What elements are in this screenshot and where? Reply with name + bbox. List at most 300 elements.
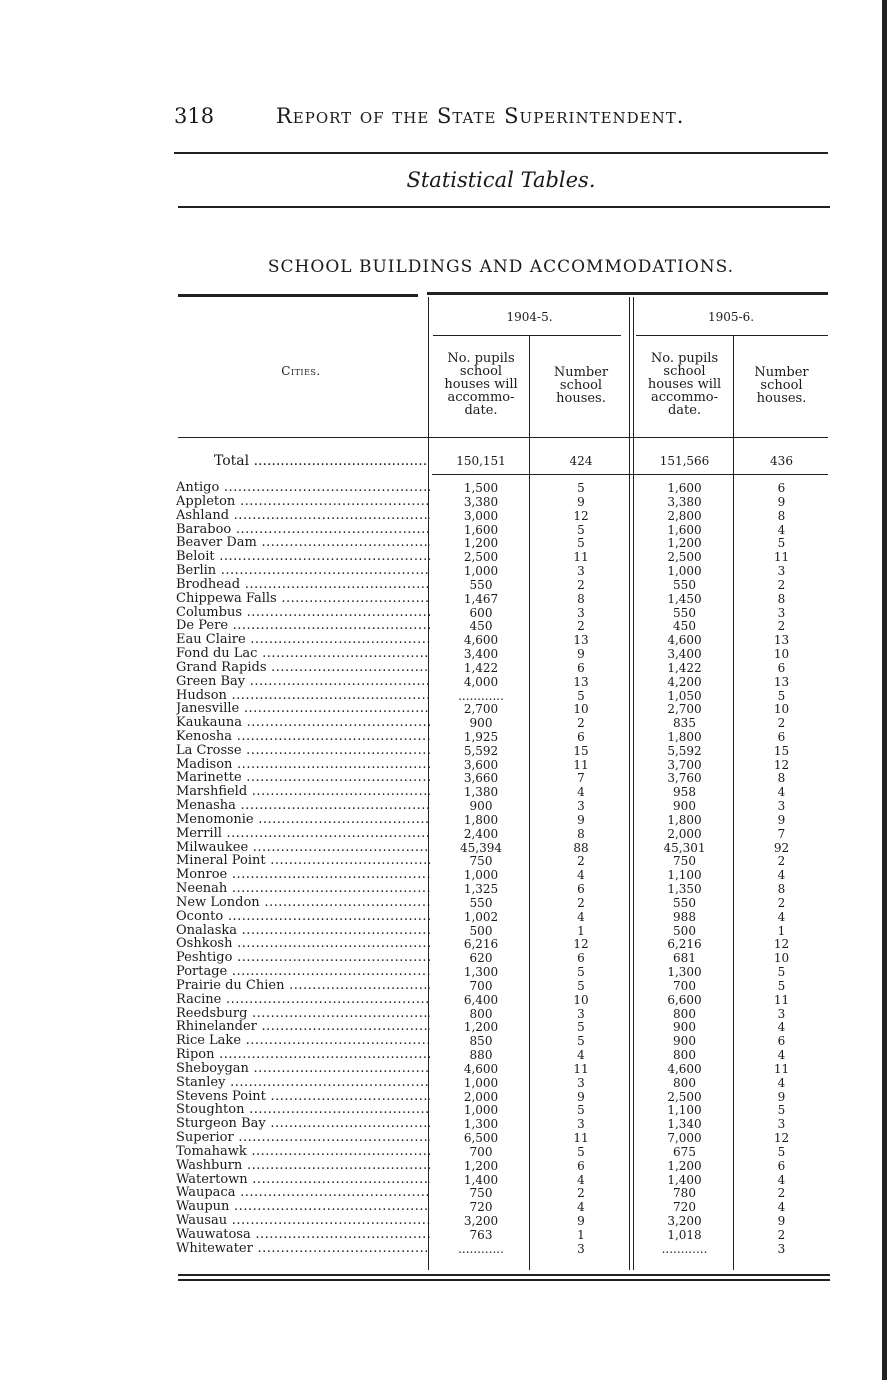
cell-houses-1904: 5 — [577, 965, 585, 979]
table-row — [176, 1048, 828, 1062]
cell-pupils-1904: ............ — [458, 688, 504, 703]
header-number-1904: Number school houses. — [553, 365, 609, 406]
table-row — [176, 578, 828, 592]
cell-houses-1905: 2 — [777, 854, 786, 869]
cell-pupils-1905: 835 — [673, 716, 696, 731]
cell-pupils-1904: 1,300 — [463, 965, 499, 979]
cell-pupils-1905: 2,000 — [667, 826, 702, 841]
cell-pupils-1905: 2,800 — [667, 508, 702, 523]
table-row — [176, 1214, 828, 1228]
cell-houses-1904: 12 — [573, 508, 589, 523]
cell-houses-1904: 3 — [577, 1117, 585, 1132]
cell-houses-1905: 13 — [773, 674, 790, 689]
city-name: Madison ..... — [176, 758, 430, 772]
cell-pupils-1905: 550 — [673, 577, 696, 592]
table-row — [176, 841, 828, 855]
cell-pupils-1904: 1,000 — [463, 1075, 499, 1090]
cell-houses-1904: 6 — [577, 951, 585, 966]
table-row — [176, 1242, 828, 1256]
cell-houses-1904: 3 — [577, 1075, 585, 1090]
cell-pupils-1905: 675 — [673, 1144, 696, 1159]
cell-pupils-1905: 900 — [673, 799, 696, 814]
city-name: Grand Rapids ..... — [176, 661, 430, 675]
cell-houses-1904: 8 — [577, 591, 585, 606]
table-row — [176, 730, 828, 744]
city-name: Wausau ..... — [176, 1214, 430, 1228]
cell-pupils-1904: 45,394 — [460, 840, 502, 855]
header-pupils-1905: No. pupils school houses will accommo- date. — [647, 351, 722, 418]
cell-houses-1905: 12 — [773, 1131, 790, 1145]
cell-pupils-1905: 720 — [673, 1200, 696, 1215]
table-row — [176, 882, 828, 896]
table-row — [176, 619, 828, 633]
cell-pupils-1905: 1,350 — [667, 882, 702, 897]
cell-houses-1904: 2 — [577, 854, 585, 869]
city-name: Mineral Point ..... — [176, 854, 430, 868]
cell-houses-1905: 10 — [773, 647, 790, 661]
cell-pupils-1904: 2,000 — [463, 1089, 499, 1104]
city-name: Ashland ..... — [176, 509, 430, 523]
cell-houses-1905: 6 — [777, 660, 786, 675]
total-row — [176, 453, 828, 469]
cell-houses-1905: 10 — [773, 951, 790, 966]
cell-pupils-1904: 1,000 — [463, 564, 499, 578]
section-title: Statistical Tables. — [406, 168, 596, 192]
city-name: Waupun ..... — [176, 1200, 430, 1214]
city-name: Oconto ..... — [176, 910, 430, 924]
table-row — [176, 716, 828, 730]
cell-houses-1905: 5 — [777, 965, 786, 979]
cell-houses-1905: 4 — [777, 1048, 786, 1062]
cell-houses-1905: 5 — [777, 1144, 786, 1159]
year-label-1904: 1904-5. — [506, 310, 553, 324]
table-top-rule-right — [427, 292, 828, 295]
cell-pupils-1904: 1,400 — [463, 1172, 499, 1187]
cell-pupils-1905: 1,800 — [667, 729, 702, 744]
cell-houses-1904: 5 — [577, 1103, 585, 1118]
cell-houses-1904: 13 — [573, 674, 589, 689]
cell-pupils-1904: 750 — [469, 1186, 493, 1201]
cell-houses-1904: 9 — [577, 494, 585, 509]
cell-houses-1905: 4 — [777, 1075, 786, 1090]
cell-houses-1905: 4 — [777, 909, 786, 924]
cell-houses-1905: 4 — [777, 1020, 786, 1035]
cell-houses-1905: 6 — [777, 729, 786, 744]
city-name: Sheboygan ..... — [176, 1062, 430, 1076]
cell-houses-1905: 9 — [777, 494, 786, 509]
cell-pupils-1904: 1,200 — [463, 1020, 499, 1035]
cell-pupils-1905: 2,500 — [667, 1089, 702, 1104]
table-row — [176, 536, 828, 550]
cell-pupils-1905: 450 — [673, 619, 696, 634]
total-pupils-1904: 150,151 — [456, 454, 506, 468]
table-row — [176, 606, 828, 620]
cell-pupils-1905: 1,100 — [667, 868, 702, 883]
cell-houses-1904: 4 — [577, 1048, 585, 1062]
city-name: New London ..... — [176, 896, 430, 910]
table-title: SCHOOL BUILDINGS AND ACCOMMODATIONS. — [267, 257, 735, 277]
running-title: Report of the State Superintendent. — [276, 104, 685, 128]
table-bottom-rule-2 — [178, 1279, 830, 1281]
cell-pupils-1905: 5,592 — [667, 743, 702, 758]
table-row — [176, 1186, 828, 1200]
cell-pupils-1904: 3,660 — [463, 771, 499, 786]
cell-pupils-1905: 3,400 — [667, 647, 702, 661]
header-number-1905: Number school houses. — [754, 365, 809, 406]
cell-pupils-1904: 1,000 — [463, 868, 499, 883]
cell-pupils-1905: 1,000 — [667, 564, 702, 578]
table-row — [176, 1131, 828, 1145]
cell-houses-1904: 7 — [577, 771, 585, 786]
city-name: Eau Claire ..... — [176, 633, 430, 647]
cell-pupils-1905: 3,700 — [667, 757, 702, 772]
cell-pupils-1905: 3,200 — [667, 1214, 702, 1228]
cell-houses-1904: 5 — [577, 1020, 585, 1035]
cell-houses-1904: 5 — [577, 978, 585, 993]
cell-houses-1905: 12 — [773, 937, 790, 952]
cell-houses-1904: 5 — [577, 481, 585, 495]
city-name: Hudson ..... — [176, 689, 430, 703]
cell-pupils-1904: 3,200 — [463, 1214, 499, 1228]
city-name: Reedsburg ..... — [176, 1007, 430, 1021]
cell-pupils-1904: 1,200 — [463, 1158, 499, 1173]
table-row — [176, 1007, 828, 1021]
cell-houses-1905: 4 — [777, 785, 786, 800]
table-row — [176, 1159, 828, 1173]
cell-pupils-1904: 550 — [469, 577, 493, 592]
cell-pupils-1904: 1,002 — [463, 909, 499, 924]
cell-houses-1904: 6 — [577, 882, 585, 897]
table-row — [176, 1145, 828, 1159]
cell-houses-1904: 2 — [577, 716, 585, 731]
page-edge — [882, 0, 887, 1380]
table-row — [176, 744, 828, 758]
cell-pupils-1905: 1,600 — [667, 522, 702, 537]
city-name: Stevens Point ..... — [176, 1090, 430, 1104]
city-name: Fond du Lac ..... — [176, 647, 430, 661]
section-rule — [178, 206, 830, 208]
cell-houses-1904: 5 — [577, 522, 585, 537]
total-houses-1904: 424 — [569, 454, 593, 468]
cell-pupils-1905: 900 — [673, 1034, 696, 1049]
table-row — [176, 647, 828, 661]
cell-houses-1904: 4 — [577, 868, 585, 883]
cell-houses-1905: 9 — [777, 812, 786, 827]
cell-pupils-1904: 1,925 — [463, 729, 499, 744]
cell-pupils-1905: 4,600 — [667, 1061, 702, 1076]
cell-pupils-1905: 1,340 — [667, 1117, 702, 1132]
table-row — [176, 1062, 828, 1076]
cell-houses-1905: 15 — [773, 743, 790, 758]
total-label: Total ..... — [214, 453, 428, 469]
city-name: Marinette ..... — [176, 771, 430, 785]
cell-pupils-1905: 1,300 — [667, 965, 702, 979]
table-row — [176, 979, 828, 993]
total-rule — [432, 474, 828, 475]
cell-houses-1905: 9 — [777, 1089, 786, 1104]
city-name: Portage ..... — [176, 965, 430, 979]
table-row — [176, 523, 828, 537]
city-name: Neenah ..... — [176, 882, 430, 896]
cell-pupils-1904: 3,400 — [463, 647, 499, 661]
cell-houses-1905: 3 — [777, 799, 786, 814]
cell-houses-1905: 1 — [777, 923, 786, 938]
table-row — [176, 702, 828, 716]
cell-pupils-1904: 4,600 — [463, 633, 499, 648]
cell-pupils-1904: 2,700 — [463, 702, 499, 717]
cell-houses-1905: 2 — [777, 1186, 786, 1201]
cell-houses-1905: 3 — [777, 1241, 786, 1256]
cell-pupils-1904: 763 — [469, 1227, 493, 1242]
cell-houses-1905: 11 — [773, 1061, 790, 1076]
cell-houses-1905: 8 — [777, 771, 786, 786]
cell-pupils-1904: 500 — [469, 923, 493, 938]
city-name: Beloit ..... — [176, 550, 430, 564]
city-name: Columbus ..... — [176, 606, 430, 620]
cell-pupils-1905: ............ — [661, 1241, 708, 1256]
cell-pupils-1905: 2,700 — [667, 702, 702, 717]
cell-pupils-1905: 988 — [673, 909, 696, 924]
cell-pupils-1904: 550 — [469, 895, 493, 910]
cell-houses-1904: 4 — [577, 785, 585, 800]
cell-pupils-1905: 1,100 — [667, 1103, 702, 1118]
city-name: Berlin ..... — [176, 564, 430, 578]
page-number: 318 — [174, 104, 215, 128]
cell-houses-1905: 12 — [773, 757, 790, 772]
cell-pupils-1905: 700 — [673, 978, 696, 993]
city-name: Prairie du Chien ..... — [176, 979, 430, 993]
cell-houses-1905: 2 — [777, 716, 786, 731]
city-name: Milwaukee ..... — [176, 841, 430, 855]
cell-houses-1904: 3 — [577, 1241, 585, 1256]
cell-houses-1905: 2 — [777, 577, 786, 592]
cell-pupils-1904: 700 — [469, 1144, 493, 1159]
table-row — [176, 868, 828, 882]
table-row — [176, 1034, 828, 1048]
city-name: Antigo ..... — [176, 481, 430, 495]
cell-houses-1905: 11 — [773, 550, 790, 565]
cell-houses-1904: 11 — [573, 1061, 589, 1076]
cell-pupils-1904: 6,216 — [463, 937, 499, 952]
table-row — [176, 1228, 828, 1242]
table-row — [176, 758, 828, 772]
table-row — [176, 481, 828, 495]
city-name: Watertown ..... — [176, 1173, 430, 1187]
table-row — [176, 965, 828, 979]
city-name: Menasha ..... — [176, 799, 430, 813]
city-name: Kenosha ..... — [176, 730, 430, 744]
cell-houses-1905: 8 — [777, 882, 786, 897]
cell-houses-1904: 6 — [577, 1158, 585, 1173]
cell-pupils-1904: 1,600 — [463, 522, 499, 537]
total-houses-1905: 436 — [770, 454, 793, 468]
city-name: Onalaska ..... — [176, 924, 430, 938]
cell-pupils-1905: 6,600 — [667, 992, 702, 1007]
cell-houses-1904: 3 — [577, 564, 585, 578]
cell-houses-1904: 4 — [577, 1172, 585, 1187]
total-pupils-1905: 151,566 — [659, 454, 710, 468]
cell-houses-1904: 3 — [577, 1006, 585, 1021]
year-label-1905: 1905-6. — [707, 310, 755, 324]
table-row — [176, 1173, 828, 1187]
cell-houses-1905: 4 — [777, 522, 786, 537]
cell-pupils-1904: 1,422 — [463, 660, 499, 675]
table-row — [176, 951, 828, 965]
table-row — [176, 1020, 828, 1034]
cell-houses-1904: 8 — [577, 826, 585, 841]
cell-houses-1904: 3 — [577, 605, 585, 620]
cell-pupils-1904: 5,592 — [463, 743, 499, 758]
cell-pupils-1905: 681 — [673, 951, 696, 966]
cell-pupils-1905: 4,200 — [667, 674, 702, 689]
cell-pupils-1905: 500 — [673, 923, 696, 938]
table-row — [176, 937, 828, 951]
cell-pupils-1904: 1,500 — [463, 481, 499, 495]
cell-houses-1905: 2 — [777, 1227, 786, 1242]
cell-houses-1905: 3 — [777, 1117, 786, 1132]
cell-pupils-1905: 45,301 — [663, 840, 706, 855]
city-name: Brodhead ..... — [176, 578, 430, 592]
cell-pupils-1905: 550 — [673, 605, 696, 620]
cities-header: Cities. — [281, 364, 321, 378]
table-row — [176, 675, 828, 689]
table-row — [176, 1117, 828, 1131]
cell-pupils-1904: 620 — [469, 951, 493, 966]
cell-pupils-1904: 1,300 — [463, 1117, 499, 1132]
city-name: Beaver Dam ..... — [176, 536, 430, 550]
cell-houses-1904: 10 — [573, 992, 589, 1007]
cell-houses-1905: 4 — [777, 1172, 786, 1187]
city-name: Chippewa Falls ..... — [176, 592, 430, 606]
cell-pupils-1905: 3,380 — [667, 494, 702, 509]
header-pupils-1904: No. pupils school houses will accommo- date. — [444, 351, 518, 418]
city-name: Kaukauna ..... — [176, 716, 430, 730]
table-row — [176, 550, 828, 564]
cell-pupils-1904: 3,600 — [463, 757, 499, 772]
cell-houses-1904: 5 — [577, 688, 585, 703]
city-name: De Pere ..... — [176, 619, 430, 633]
cell-pupils-1905: 1,018 — [667, 1227, 702, 1242]
city-name: Stoughton ..... — [176, 1103, 430, 1117]
city-name: La Crosse ..... — [176, 744, 430, 758]
cell-pupils-1905: 780 — [673, 1186, 696, 1201]
header-bottom-rule — [178, 437, 828, 438]
table-row — [176, 827, 828, 841]
city-name: Appleton ..... — [176, 495, 430, 509]
cell-houses-1905: 2 — [777, 895, 786, 910]
cell-pupils-1905: 900 — [673, 1020, 696, 1035]
cell-pupils-1904: 3,000 — [463, 508, 499, 523]
cell-houses-1905: 11 — [773, 992, 790, 1007]
cell-houses-1905: 13 — [773, 633, 790, 648]
cell-pupils-1904: 600 — [469, 605, 493, 620]
cell-pupils-1904: 4,000 — [463, 674, 499, 689]
city-name: Peshtigo ..... — [176, 951, 430, 965]
cell-pupils-1904: 900 — [469, 799, 493, 814]
city-name: Monroe ..... — [176, 868, 430, 882]
cell-houses-1905: 7 — [777, 826, 786, 841]
cell-houses-1904: 6 — [577, 729, 585, 744]
city-name: Superior ..... — [176, 1131, 430, 1145]
cell-houses-1905: 3 — [777, 1006, 786, 1021]
cell-houses-1904: 1 — [577, 1227, 585, 1242]
cell-houses-1905: 8 — [777, 508, 786, 523]
city-name: Merrill ..... — [176, 827, 430, 841]
cell-houses-1904: 1 — [577, 923, 585, 938]
cell-houses-1905: 6 — [777, 481, 786, 495]
cell-houses-1904: 5 — [577, 1034, 585, 1049]
table-row — [176, 1103, 828, 1117]
table-row — [176, 993, 828, 1007]
cell-houses-1905: 5 — [777, 1103, 786, 1118]
cell-pupils-1905: 1,400 — [667, 1172, 702, 1187]
table-row — [176, 924, 828, 938]
city-name: Marshfield ..... — [176, 785, 430, 799]
table-row — [176, 854, 828, 868]
cell-pupils-1904: 700 — [469, 978, 493, 993]
table-row — [176, 495, 828, 509]
cell-houses-1904: 11 — [573, 757, 589, 772]
cell-houses-1904: 13 — [573, 633, 589, 648]
cell-houses-1904: 2 — [577, 895, 585, 910]
cell-houses-1904: 2 — [577, 619, 585, 634]
cell-pupils-1904: 720 — [469, 1200, 493, 1215]
cell-pupils-1905: 6,216 — [667, 937, 702, 952]
cell-houses-1905: 4 — [777, 868, 786, 883]
cell-pupils-1904: 1,380 — [463, 785, 499, 800]
cell-pupils-1905: 1,200 — [667, 536, 702, 551]
cell-pupils-1905: 7,000 — [667, 1131, 702, 1145]
cell-houses-1905: 4 — [777, 1200, 786, 1215]
city-name: Wauwatosa ..... — [176, 1228, 430, 1242]
cell-pupils-1905: 1,800 — [667, 812, 702, 827]
cell-pupils-1904: 1,800 — [463, 812, 499, 827]
city-name: Washburn ..... — [176, 1159, 430, 1173]
table-row — [176, 813, 828, 827]
city-name: Racine ..... — [176, 993, 430, 1007]
cell-pupils-1904: 1,000 — [463, 1103, 499, 1118]
city-name: Stanley ..... — [176, 1076, 430, 1090]
cell-houses-1904: 4 — [577, 1200, 585, 1215]
cell-pupils-1904: 1,200 — [463, 536, 499, 551]
cell-houses-1904: 9 — [577, 812, 585, 827]
table-row — [176, 785, 828, 799]
cell-houses-1904: 88 — [573, 840, 589, 855]
cell-houses-1905: 3 — [777, 605, 786, 620]
cell-pupils-1904: 6,500 — [463, 1131, 499, 1145]
cell-pupils-1904: 1,325 — [463, 882, 499, 897]
cell-houses-1905: 9 — [777, 1214, 786, 1228]
cell-pupils-1904: 750 — [469, 854, 493, 869]
cell-pupils-1905: 2,500 — [667, 550, 702, 565]
table-row — [176, 771, 828, 785]
cell-houses-1905: 5 — [777, 688, 786, 703]
table-row — [176, 661, 828, 675]
cell-pupils-1905: 3,760 — [667, 771, 702, 786]
cell-pupils-1904: 6,400 — [463, 992, 499, 1007]
cell-houses-1905: 5 — [777, 978, 786, 993]
city-name: Tomahawk ..... — [176, 1145, 430, 1159]
header-rule — [174, 152, 828, 154]
cell-pupils-1904: 4,600 — [463, 1061, 499, 1076]
year-underline-1904 — [433, 335, 621, 336]
cell-pupils-1904: 2,400 — [463, 826, 499, 841]
city-name: Rhinelander ..... — [176, 1020, 430, 1034]
cell-houses-1904: 3 — [577, 799, 585, 814]
cell-pupils-1905: 1,450 — [667, 591, 702, 606]
cell-pupils-1904: 3,380 — [463, 494, 499, 509]
cell-pupils-1905: 1,050 — [667, 688, 702, 703]
